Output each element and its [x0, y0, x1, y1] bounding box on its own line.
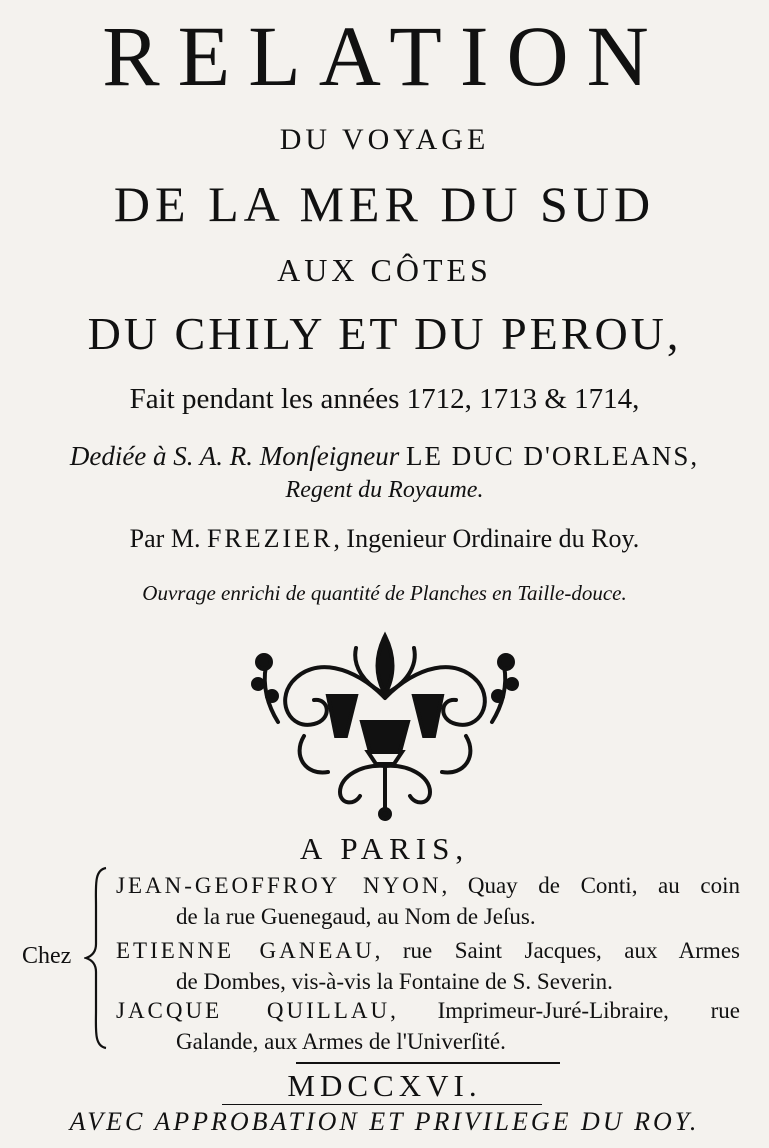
ouvrage-line: Ouvrage enrichi de quantité de Planches en Taille-douce. — [142, 581, 627, 605]
printer-entry — [116, 995, 740, 1057]
printer-name: ETIENNE GANEAU — [116, 938, 375, 963]
dedication-italic: Dediée à S. A. R. Monſeigneur — [69, 441, 400, 471]
printer-entry — [116, 935, 740, 997]
regent-line: Regent du Royaume. — [285, 477, 484, 503]
subtitle-du-voyage: DU VOYAGE — [279, 123, 490, 156]
subtitle-mer-du-sud: DE LA MER DU SUD — [113, 176, 656, 232]
dedication-duke: LE DUC D'ORLEANS, — [406, 441, 700, 471]
years-line: Fait pendant les années 1712, 1713 & 1714, — [129, 383, 640, 415]
printer-entry — [116, 870, 740, 932]
printer-name: JEAN-GEOFFROY NYON — [116, 873, 442, 898]
privilege-line: AVEC APPROBATION ET PRIVILEGE DU ROY. — [69, 1107, 700, 1136]
floral-fleuron-ornament-icon — [244, 626, 526, 822]
printer-address: , rue Saint Jacques, aux Armes — [374, 938, 740, 963]
printer-address-line2: de Dombes, vis-à-vis la Fontaine de S. Severin. — [176, 969, 613, 994]
printer-address: , Quay de Conti, au coin — [441, 873, 740, 898]
author-line — [0, 521, 769, 557]
divider-rule — [296, 1062, 560, 1064]
printer-address-line2: Galande, aux Armes de l'Univerſité. — [176, 1029, 506, 1054]
curly-brace-icon — [84, 866, 110, 1050]
imprint-date: MDCCXVI. — [287, 1068, 482, 1103]
subtitle-aux-cotes: AUX CÔTES — [277, 252, 492, 288]
imprint-city: A PARIS, — [299, 831, 470, 866]
printer-name: JACQUE QUILLAU — [116, 998, 391, 1023]
printer-address: , Imprimeur-Juré-Libraire, rue — [390, 998, 740, 1023]
author-name: FREZIER — [206, 524, 334, 553]
imprint-chez: Chez — [22, 943, 72, 969]
dedication-line — [0, 438, 769, 474]
author-prefix: Par M. — [129, 524, 201, 553]
subtitle-chily-perou: DU CHILY ET DU PEROU, — [87, 308, 682, 359]
printer-address-line2: de la rue Guenegaud, au Nom de Jeſus. — [176, 904, 536, 929]
author-suffix: , Ingenieur Ordinaire du Roy. — [333, 524, 640, 553]
page-title: RELATION — [102, 8, 667, 104]
